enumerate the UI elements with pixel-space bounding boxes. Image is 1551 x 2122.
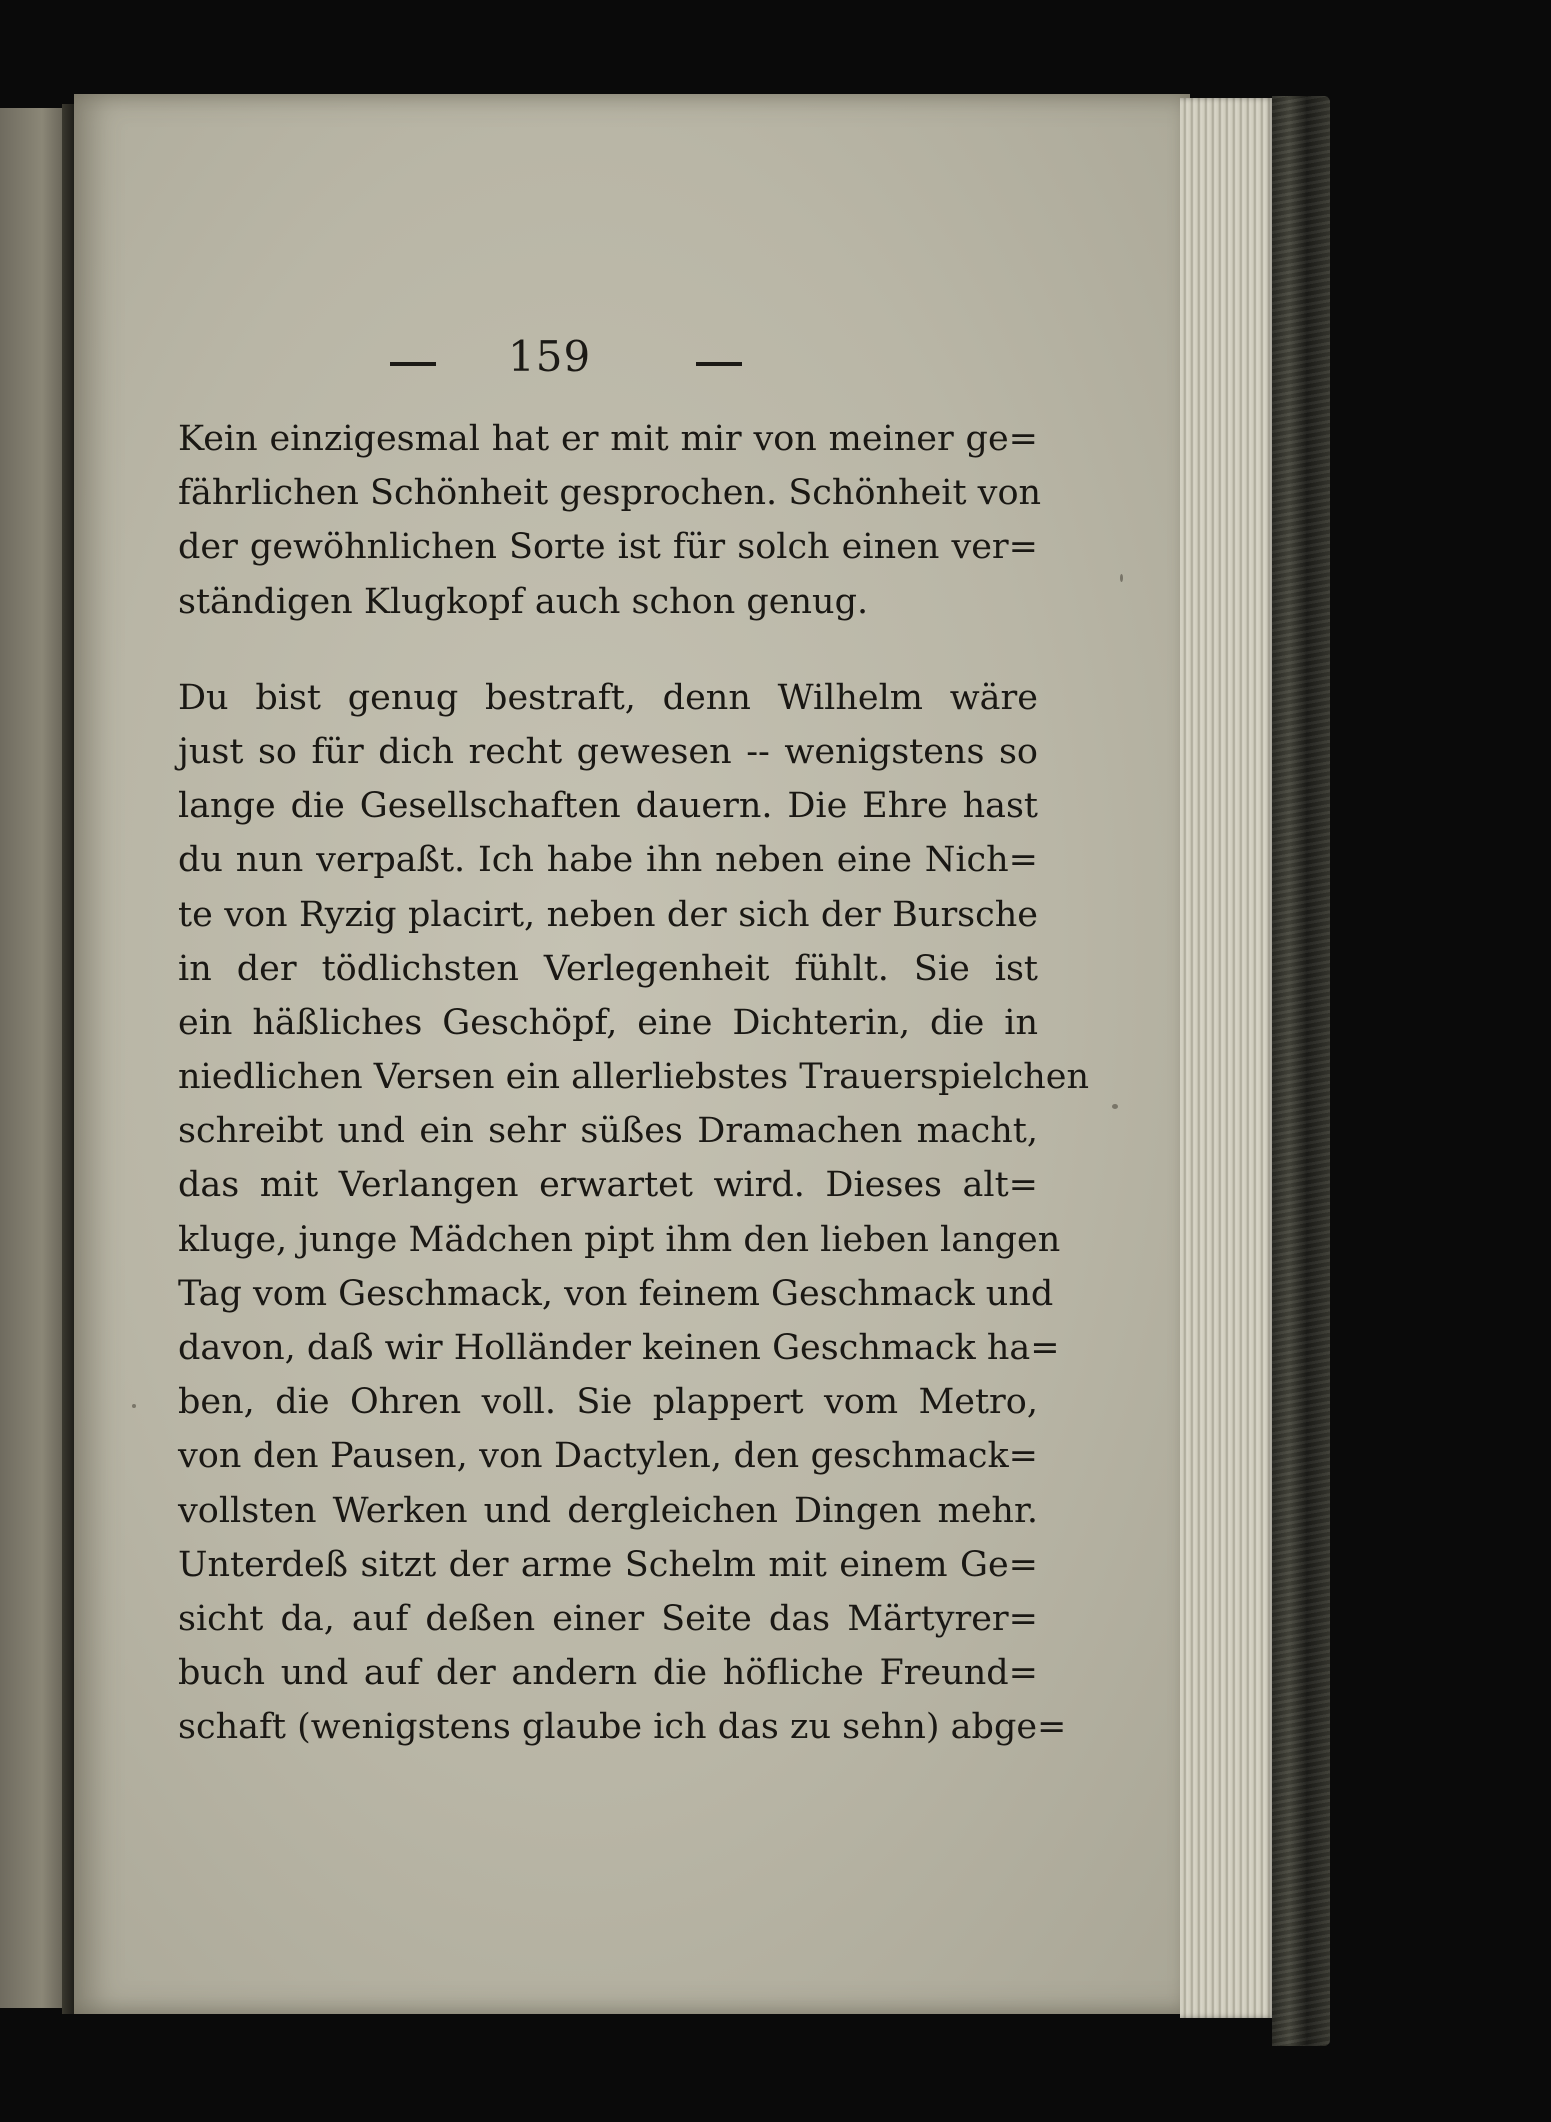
text-line: kluge, junge Mädchen pipt ihm den lieben langen [178,1219,1061,1260]
paper-speck [1120,574,1123,582]
text-line: schreibt und ein sehr süßes Dramachen macht, [178,1111,1038,1152]
paper-speck [132,1404,136,1408]
paragraph-gap [178,629,1038,671]
header-dash-left [390,362,436,366]
text-line: te von Ryzig placirt, neben der sich der Bursche [178,894,1038,935]
paragraph-2 [178,671,1090,1755]
text-line: just so für dich recht gewesen -- wenigstens so [178,731,1038,772]
page-body [178,412,1090,1755]
text-line: vollsten Werken und dergleichen Dingen mehr. [178,1490,1038,1531]
left-page-edge [0,108,70,2008]
text-line: ben, die Ohren voll. Sie plappert vom Metro, [178,1382,1038,1423]
text-line: davon, daß wir Holländer keinen Geschmack ha= [178,1328,1060,1368]
text-line: buch und auf der andern die höfliche Freund= [178,1653,1038,1694]
text-line: ein häßliches Geschöpf, eine Dichterin, die in [178,1002,1038,1043]
text-line: Tag vom Geschmack, von feinem Geschmack und [178,1273,1054,1314]
text-line: du nun verpaßt. Ich habe ihn neben eine Nich= [178,840,1038,881]
text-line: von den Pausen, von Dactylen, den geschmack= [178,1436,1038,1477]
text-line: fährlichen Schönheit gesprochen. Schönheit von [178,473,1042,514]
text-line: Du bist genug bestraft, denn Wilhelm wäre [178,677,1038,718]
paragraph-1 [178,412,1042,629]
text-line: sicht da, auf deßen einer Seite das Märtyrer= [178,1598,1038,1639]
text-line: ständigen Klugkopf auch schon genug. [178,581,869,622]
text-line: schaft (wenigstens glaube ich das zu sehn) abge= [178,1707,1067,1748]
text-line: das mit Verlangen erwartet wird. Dieses alt= [178,1165,1038,1206]
cover-texture [1272,96,1330,2046]
book-cover [1272,96,1330,2046]
page-block-edges [1180,98,1275,2018]
paper-speck [1112,1104,1118,1109]
page-number: 159 [508,332,592,381]
header-dash-right [696,362,742,366]
book-page [74,94,1190,2014]
text-line: in der tödlichsten Verlegenheit fühlt. Sie ist [178,948,1038,989]
text-line: Unterdeß sitzt der arme Schelm mit einem Ge= [178,1544,1038,1585]
text-line: lange die Gesellschaften dauern. Die Ehre hast [178,786,1038,827]
text-line: niedlichen Versen ein allerliebstes Trauerspielchen [178,1057,1090,1098]
text-line: Kein einzigesmal hat er mit mir von meiner ge= [178,419,1038,459]
text-line: der gewöhnlichen Sorte ist für solch einen ver= [178,527,1038,568]
